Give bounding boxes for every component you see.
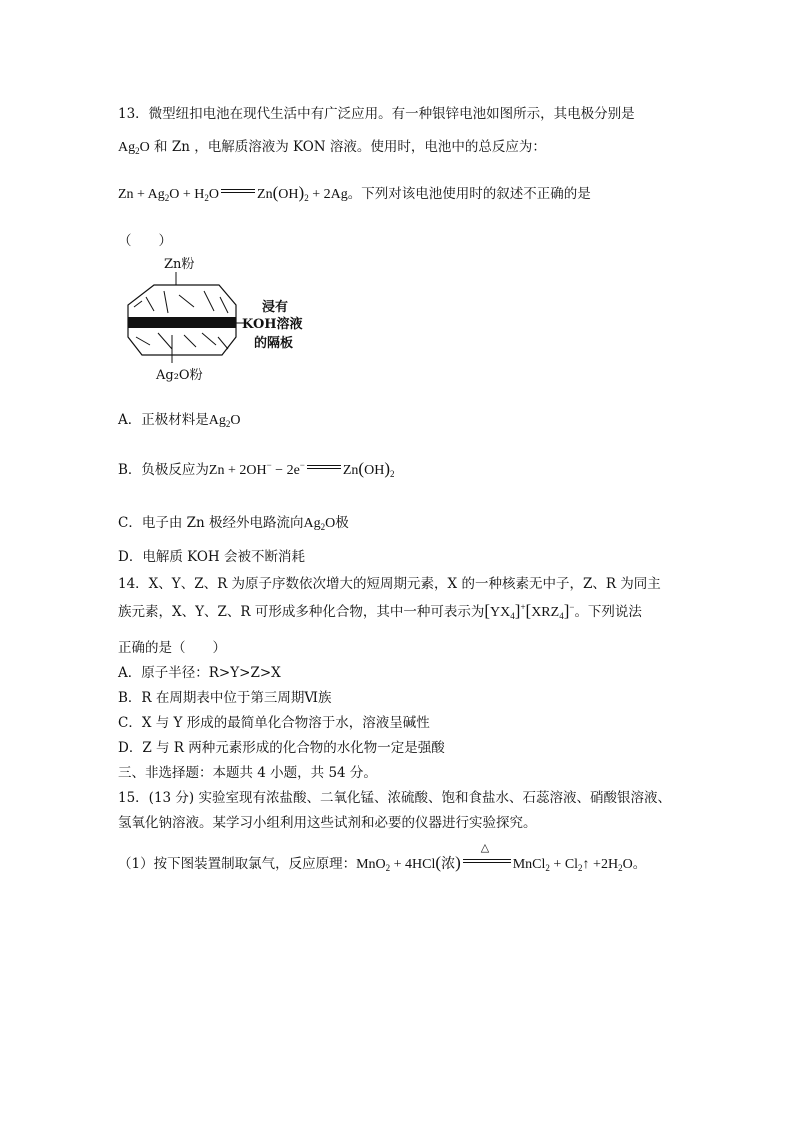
- q14-option-a: A．原子半径：R>Y>Z>X: [118, 665, 281, 681]
- formula-ag2o-c: $Ag_2O$: [303, 516, 336, 532]
- formula-negative-electrode: Zn + 2OH− − 2e− $Zn(OH)_2$: [208, 459, 395, 479]
- section-3-heading: 三、非选择题：本题共 4 小题，共 54 分。: [118, 765, 377, 781]
- separator-label-3: 的隔板: [254, 336, 294, 351]
- separator-label-2: KOH溶液: [242, 317, 303, 332]
- q15-line3: （1）按下图装置制取氯气，反应原理：MnO$_2$ + 4HCl(浓) △ MnCl$_2$ + $Cl_2↑ +2H_2O$。: [118, 842, 647, 873]
- q13-line1: 13．微型纽扣电池在现代生活中有广泛应用。有一种银锌电池如图所示，其电极分别是: [118, 106, 635, 122]
- q14-line3: 正确的是（ ）: [118, 640, 226, 656]
- formula-total-reaction: $Zn + Ag_2O + H_2O$ $Zn(OH)_2 + 2Ag$: [118, 183, 348, 203]
- q13-option-a: [118, 408, 241, 429]
- option-c-text: C．电子由 Zn 极经外电路流向: [118, 515, 304, 531]
- q15-line1: 15．(13 分) 实验室现有浓盐酸、二氧化锰、浓硫酸、饱和食盐水、石蕊溶液、硝酸银溶液、: [118, 790, 671, 806]
- q13-option-c: [118, 511, 349, 532]
- q15-line2: 氢氧化钠溶液。某学习小组利用这些试剂和必要的仪器进行实验探究。: [118, 815, 537, 831]
- q14-line2-text: 族元素，X、Y、Z、R 可形成多种化合物，其中一种可表示为: [118, 604, 485, 620]
- zn-label: Zn粉: [164, 257, 195, 272]
- option-c-suffix: 极: [335, 515, 349, 531]
- q13-line3-text: 。下列对该电池使用时的叙述不正确的是: [347, 186, 591, 202]
- q14-option-d: D．Z 与 R 两种元素形成的化合物的水化物一定是强酸: [118, 740, 445, 756]
- q13-option-b: [118, 458, 395, 479]
- formula-ag2o: $Ag_2O$: [118, 140, 150, 156]
- q15-line3-text: （1）按下图装置制取氯气，反应原理：: [118, 856, 357, 872]
- q13-line3: [118, 182, 591, 203]
- concentrated-label: 浓: [441, 857, 456, 872]
- q14-option-b: B．R 在周期表中位于第三周期Ⅵ族: [118, 690, 332, 706]
- formula-ion-compound: $[YX_4]^+[XRZ_4]^-$: [484, 601, 575, 621]
- q13-line2: [118, 135, 546, 156]
- formula-ag2o-a: $Ag_2O$: [208, 413, 241, 429]
- q14-option-c: C．X 与 Y 形成的最简单化合物溶于水，溶液呈碱性: [118, 715, 430, 731]
- option-b-text: B．负极反应为: [118, 462, 209, 478]
- q14-line2: [118, 600, 642, 621]
- separator-label-1: 浸有: [262, 300, 289, 315]
- q13-line2-text: 和 Zn ，电解质溶液为 KON 溶液。使用时，电池中的总反应为：: [154, 139, 546, 155]
- battery-figure: [124, 255, 324, 385]
- q13-option-d: D．电解质 KOH 会被不断消耗: [118, 549, 305, 565]
- option-a-text: A．正极材料是: [118, 412, 209, 428]
- ag2o-label: Ag₂O粉: [156, 368, 203, 383]
- q14-line2-suffix: 。下列说法: [574, 604, 642, 620]
- q14-line1: 14．X、Y、Z、R 为原子序数依次增大的短周期元素，X 的一种核素无中子，Z、R 为同主: [118, 576, 661, 592]
- q13-paren: （ ）: [118, 233, 172, 249]
- formula-chlorine-prep: MnO$_2$ + 4HCl(浓) △ MnCl$_2$ + $Cl_2↑ +2H_2O$: [356, 842, 633, 873]
